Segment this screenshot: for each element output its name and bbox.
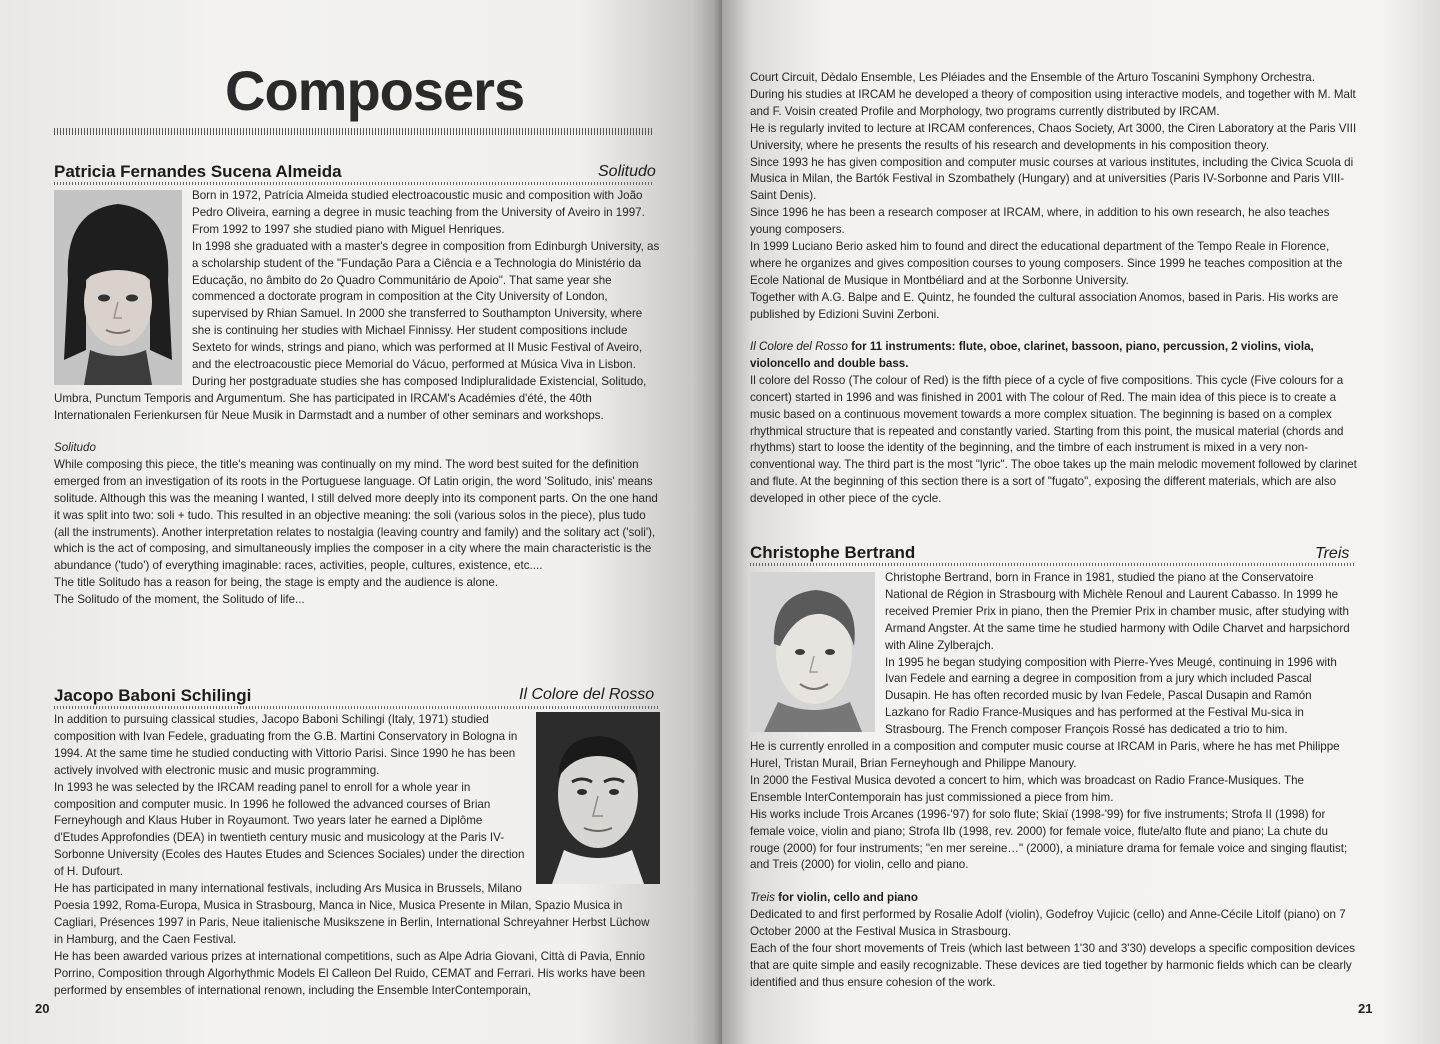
piece-heading-treis: Treis for violin, cello and piano (750, 891, 918, 904)
piece-title-solitudo: Solitudo (54, 441, 96, 454)
piece-notes-colore: Il Colore del Rosso for 11 instruments: flute, oboe, clarinet, bassoon, piano, percussion, 2 violins, viola, violoncello and double bass. Il colore del Rosso (The colour of Red) is the fifth piece of a cycle of five compositions. This cycle (Five colours for a concert) started in 1996 and was finished in 2001 with The colour of Red. The main idea of this piece is to create a music based on a continuous movement towards a more complex situation. The beginning is based on a complex rhythmical structure that is repeated and constantly varied. Starting from this point, the musical material (chords and rhythms) start to loose the identity of the beginning, and the timbre of each instrument is mixed in a very non-conventional way. The third part is the most "lyric". The oboe takes up the main melodic movement followed by clarinet and flute. At the beginning of this section there is a sort of "fugato", exposing the different materials, which are also developed in other piece of the cycle. (750, 339, 1360, 508)
work-title-colore: Il Colore del Rosso (519, 686, 655, 703)
portrait-jacopo-photo (536, 712, 660, 884)
portrait-patricia-image (54, 190, 182, 385)
section-rule (750, 563, 1356, 566)
section-rule (54, 706, 660, 709)
composer-name-jacopo: Jacopo Baboni Schilingi (54, 686, 252, 705)
section-rule (54, 182, 654, 185)
bio-patricia: Born in 1972, Patrícia Almeida studied electroacoustic music and composition with João Pedro Oliveira, earning a degree in music teaching from the University of Aveiro in 1997. From 1992 to 1997 she studied piano with Miguel Henriques. In 1998 she graduated with a master's degree in composition from Edinburgh University, as a scholarship student of the "Fundação Para a Ciência e a Technologia do Ministério da Educação, no âmbito do 2o Quadro Communitário de Apoio". That same year she commenced a doctorate program in composition at the City University of London, supervised by Rhian Samuel. In 2000 she transferred to Southampton University, where she is continuing her studies with Michael Finnissy. Her student compositions include Sexteto for winds, strings and piano, which was performed at II Music Festival of Aveiro, and the electroacoustic piece Memorial do Vácuo, performed at Música Viva in Lisbon. During her postgraduate studies she has composed Indipluralidade Existencial, Solitudo, Umbra, Punctum Temporis and Argumentum. She has participated in IRCAM's Académies d'été, the 40th Internationalen Ferienkursen für Neue Musik in Darmstadt and a number of other seminars and workshops. (54, 189, 660, 422)
piece-notes-solitudo: Solitudo While composing this piece, the title's meaning was continually on my mind. The word best suited for the definition emerged from an investigation of its roots in the Portuguese language. Of Latin origin, the word 'Solitudo, inis' means solitude. Although this was the meaning I wanted, I still delved more deeply into its component parts. On the one hand it was split into two: soli + tudo. This resulted in an objective meaning: the soli (various solos in the piece), plus tudo (all the instruments). Another interpretation relates to nostalgia (leaving country and family) and the solitary act ('soli'), which is the act of composing, and simultaneously implies the composer in a city where the main characteristic is the abundance ('tudo') of everything imaginable: races, activities, people, cultures, existence, etc.... The title Solitudo has a reason for being, the stage is empty and the audience is alone. The Solitudo of the moment, the Solitudo of life... (54, 441, 658, 607)
page-number-left: 20 (35, 1001, 50, 1016)
bio-jacopo: In addition to pursuing classical studies, Jacopo Baboni Schilingi (Italy, 1971) studied composition with Ivan Fedele, graduating from the G.B. Martini Conservatory in Bologna in 1994. At the same time he studied conducting with Vittorio Parisi. Since 1990 he has been actively involved with electronic music and music programming. In 1993 he was selected by the IRCAM reading panel to enroll for a whole year in composition and computer music. In 1996 he followed the advanced courses of Brian Ferneyhough and Klaus Huber in Royaumont. Two years later he earned a Diplôme d'Etudes Approfondies (DEA) in twentieth century music and musicology at the Paris IV-Sorbonne University (Ecoles des Hautes Etudes and Sciences Sociales) under the direction of H. Dufourt. He has participated in many international festivals, including Ars Musica in Brussels, Milano Poesia 1992, Roma-Europa, Musica in Strasbourg, Manca in Nice, Musica Presente in Milan, Spazio Musica in Cagliari, Présences 1997 in Paris, Neue italienische Musikszene in Berlin, International Schreyahner Herbst Lüchow in Hamburg, and the Caen Festival. He has been awarded various prizes at international competitions, such as Alpe Adria Giovani, Città di Pavia, Ennio Porrino, Composition through Algorhythmic Models El Calleon Del Ruido, CEMAT and Ferrari. His works have been performed by ensembles of international renown, including the Ensemble InterContemporain, (54, 712, 660, 999)
composer-name-patricia: Patricia Fernandes Sucena Almeida (54, 162, 342, 181)
portrait-patricia-photo (54, 190, 182, 385)
page-title: Composers (225, 59, 525, 122)
portrait-jacopo-image (536, 712, 660, 884)
right-page (722, 0, 1440, 1044)
composer-name-christophe: Christophe Bertrand (750, 543, 916, 562)
work-title-treis: Treis (1315, 545, 1350, 562)
page-number-right: 21 (1358, 1001, 1373, 1016)
work-title-solitudo: Solitudo (598, 163, 656, 180)
title-rule (54, 128, 654, 135)
piece-notes-treis: Treis for violin, cello and piano Dedicated to and first performed by Rosalie Adolf (violin), Godefroy Vujicic (cello) and Anne-Cécile Litolf (piano) on 7 October 2000 at the Festival Musica in Strasbourg. Each of the four short movements of Treis (which last between 1'30 and 3'30) develops a specific composition devices that are quite simple and easily recognizable. These devices are tied together by harmonic fields which can be clearly identified and thus ensure cohesion of the work. (750, 890, 1360, 991)
portrait-christophe-image (750, 572, 875, 732)
piece-heading-colore: Il Colore del Rosso for 11 instruments: flute, oboe, clarinet, bassoon, piano, percussion, 2 violins, viola, violoncello and double bass. (750, 340, 1314, 370)
bio-jacopo-continued: Court Circuit, Dèdalo Ensemble, Les Pléiades and the Ensemble of the Arturo Toscanini Symphony Orchestra. During his studies at IRCAM he developed a theory of composition using interactive models, and together with M. Malt and F. Voisin created Profile and Morphology, two programs currently distributed by IRCAM. He is regularly invited to lecture at IRCAM conferences, Chaos Society, Art 3000, the Ciren Laboratory at the Paris VIII University, where he presents the results of his research and developments in his composition theory. Since 1993 he has given composition and computer music courses at various institutes, including the Civica Scuola di Musica in Milan, the Bartók Festival in Szombathely (Hungary) and at universities (Paris IV-Sorbonne and Paris VIII-Saint Denis). Since 1996 he has been a research composer at IRCAM, where, in addition to his own research, he also teaches young composers. In 1999 Luciano Berio asked him to found and direct the educational department of the Tempo Reale in Florence, where he organizes and gives composition courses to young composers. Since 1999 he teaches composition at the Ecole National de Musique in Montbéliard and at the Sorbonne University. Together with A.G. Balpe and E. Quintz, he founded the cultural association Anomos, based in Paris. His works are published by Edizioni Suvini Zerboni. (750, 71, 1357, 321)
portrait-christophe-photo (750, 572, 875, 732)
bio-christophe: Christophe Bertrand, born in France in 1981, studied the piano at the Conservatoire National de Région in Strasbourg with Michèle Renoul and Laurent Cabasso. In 1999 he received Premier Prix in piano, then the Premier Prix in chamber music, after studying with Armand Angster. At the same time he studied harmony with Odile Charvet and harpsichord with Aline Zylberajch. In 1995 he began studying composition with Pierre-Yves Meugé, continuing in 1996 with Ivan Fedele and earning a degree in composition from a jury which included Pascal Dusapin. He has often recorded music by Ivan Fedele, Pascal Dusapin and Ramón Lazkano for Radio France-Musiques and has performed at the Festival Mu-sica in Strasbourg. The French composer François Rossé has dedicated a trio to him. He is currently enrolled in a composition and computer music course at IRCAM in Paris, where he has met Philippe Hurel, Tristan Murail, Brian Ferneyhough and Philippe Manoury. In 2000 the Festival Musica devoted a concert to him, which was broadcast on Radio France-Musiques. The Ensemble InterContemporain has just commissioned a piece from him. His works include Trois Arcanes (1996-'97) for solo flute; Skiaï (1998-'99) for five instruments; Strofa II (1998) for female voice, violin and piano; Strofa IIb (1998, rev. 2000) for female voice, flute/alto flute and piano; La chute du rouge (2000) for four instruments; "en mer sereine…" (2000), a miniature drama for female voice and singing flautist; and Treis (2000) for violin, cello and piano. (750, 571, 1350, 872)
